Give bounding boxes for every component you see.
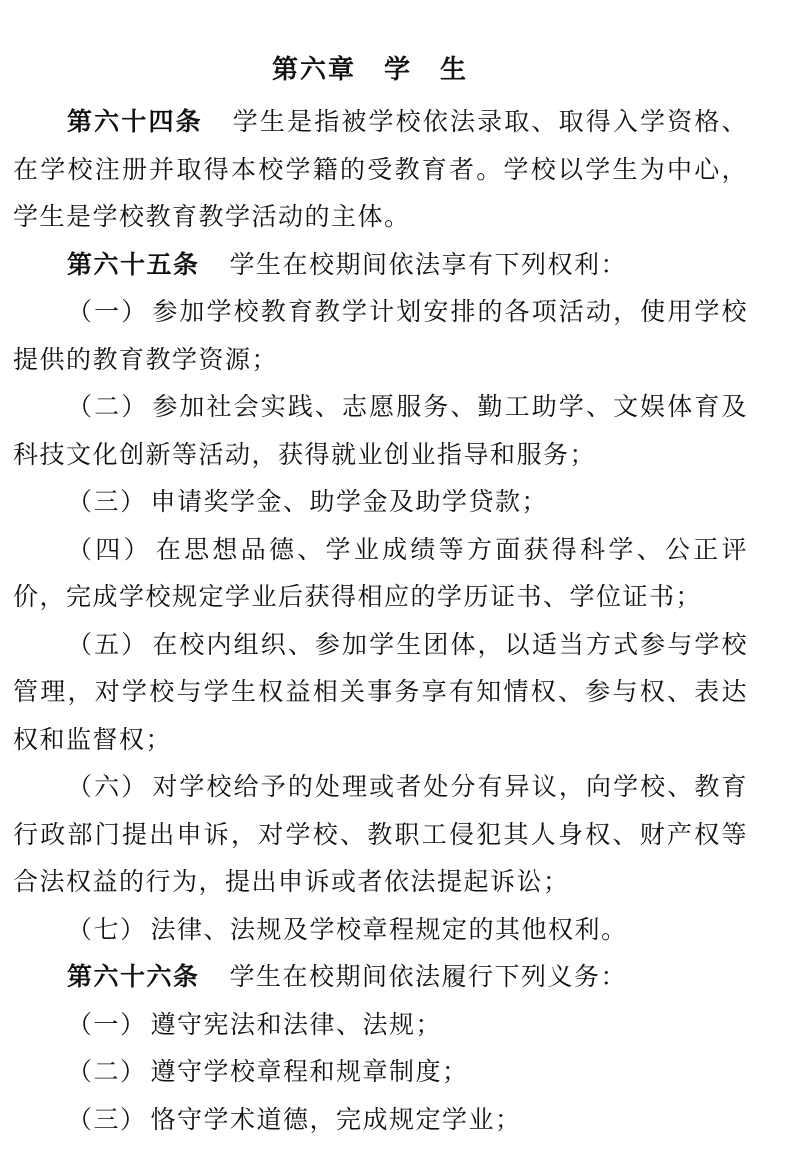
item-text: 参加社会实践、志愿服务、勤工助学、文娱体育及科技文化创新等活动，获得就业创业指导和服务； <box>13 392 748 469</box>
article-number: 第六十四条 <box>67 107 203 136</box>
item-label: （三） <box>67 487 147 516</box>
item-label: （五） <box>67 629 149 659</box>
item-text: 在思想品德、学业成绩等方面获得科学、公正评价，完成学校规定学业后获得相应的学历证书、学位证书； <box>13 534 748 611</box>
list-item <box>13 526 748 621</box>
list-item <box>13 621 748 764</box>
document-body <box>13 98 748 1143</box>
item-label: （二） <box>67 1057 147 1086</box>
list-item <box>13 1096 748 1144</box>
item-label: （四） <box>67 534 152 564</box>
list-item <box>13 763 748 906</box>
item-text: 参加学校教育教学计划安排的各项活动，使用学校提供的教育教学资源； <box>13 297 748 374</box>
item-text: 在校内组织、参加学生团体，以适当方式参与学校管理，对学校与学生权益相关事务享有知情权、参与权、表达权和监督权； <box>13 629 748 754</box>
article-number: 第六十六条 <box>67 962 200 991</box>
item-label: （六） <box>67 772 149 801</box>
article-number: 第六十五条 <box>67 249 200 279</box>
list-item <box>13 288 748 383</box>
chapter-title: 第六章 学 生 <box>271 55 468 85</box>
list-item <box>13 906 748 954</box>
item-text: 遵守宪法和法律、法规； <box>150 1009 443 1039</box>
item-text: 对学校给予的处理或者处分有异议，向学校、教育行政部门提出申诉，对学校、教职工侵犯其人身权、财产权等合法权益的行为，提出申诉或者依法提起诉讼； <box>13 772 748 896</box>
item-text: 法律、法规及学校章程规定的其他权利。 <box>150 914 628 944</box>
item-label: （七） <box>67 914 147 944</box>
item-label: （二） <box>67 392 149 421</box>
article-64 <box>13 98 748 241</box>
list-item <box>13 1001 748 1049</box>
item-text: 恪守学术道德，完成规定学业； <box>150 1104 522 1134</box>
article-text: 学生是指被学校依法录取、取得入学资格、在学校注册并取得本校学籍的受教育者。学校以学生为中心，学生是学校教育教学活动的主体。 <box>13 107 748 231</box>
article-66 <box>13 953 748 1001</box>
article-65 <box>13 241 748 289</box>
list-item <box>13 1048 748 1096</box>
list-item <box>13 383 748 478</box>
article-text: 学生在校期间依法履行下列义务： <box>229 962 628 991</box>
item-label: （一） <box>67 1009 147 1039</box>
item-label: （一） <box>67 297 149 326</box>
item-label: （三） <box>67 1104 147 1134</box>
list-item <box>13 478 748 526</box>
item-text: 遵守学校章程和规章制度； <box>150 1057 469 1086</box>
article-text: 学生在校期间依法享有下列权利： <box>229 249 628 279</box>
item-text: 申请奖学金、助学金及助学贷款； <box>150 487 549 516</box>
